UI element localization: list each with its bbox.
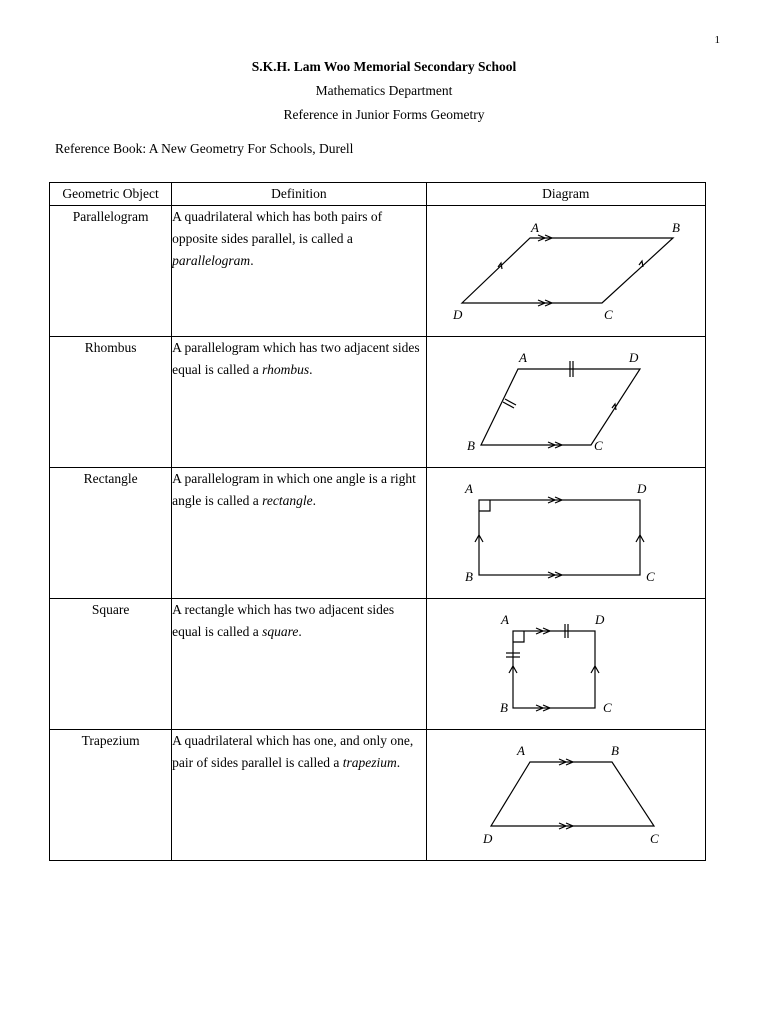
definition-text: A parallelogram which has two adjacent sides equal is called a	[172, 340, 420, 377]
object-name: Trapezium	[50, 730, 172, 861]
definition-end: .	[250, 253, 254, 268]
vertex-label: B	[671, 220, 680, 235]
school-name: S.K.H. Lam Woo Memorial Secondary School	[251, 59, 517, 74]
column-header-object: Geometric Object	[50, 183, 172, 206]
vertex-label: D	[636, 481, 646, 496]
definition-end: .	[312, 493, 316, 508]
vertex-label: C	[645, 569, 655, 584]
definition-text: A quadrilateral which has one, and only one, pair of sides parallel is called a	[172, 733, 414, 770]
diagram-cell	[426, 206, 705, 337]
vertex-label: A	[500, 612, 509, 627]
vertex-label: C	[649, 831, 659, 846]
vertex-label: B	[499, 700, 508, 715]
object-name: Rectangle	[50, 468, 172, 599]
page-number: 1	[714, 34, 720, 46]
definition	[172, 337, 426, 468]
vertex-label: C	[603, 307, 613, 322]
table-header-row	[50, 183, 706, 206]
rhombus-diagram	[427, 337, 706, 468]
document-subtitle: Reference in Junior Forms Geometry	[283, 107, 485, 122]
definition-term: parallelogram	[172, 253, 251, 268]
square-diagram	[427, 599, 706, 730]
geometry-table	[49, 182, 706, 861]
definition	[172, 206, 426, 337]
definition	[172, 468, 426, 599]
vertex-label: A	[518, 350, 527, 365]
definition-text: A parallelogram in which one angle is a right angle is called a	[172, 471, 416, 508]
definition-end: .	[396, 755, 401, 770]
definition-term: trapezium	[342, 755, 397, 770]
vertex-label: A	[464, 481, 473, 496]
vertex-label: C	[593, 438, 603, 453]
table-row	[50, 337, 706, 468]
rectangle-diagram	[427, 468, 706, 599]
table-row	[50, 206, 706, 337]
definition	[172, 730, 426, 861]
vertex-label: B	[610, 743, 619, 758]
object-name: Rhombus	[50, 337, 172, 468]
definition-term: rhombus	[262, 362, 310, 377]
vertex-label: B	[466, 438, 475, 453]
vertex-label: B	[464, 569, 473, 584]
parallelogram-diagram	[427, 206, 706, 337]
vertex-label: D	[482, 831, 492, 846]
department-name: Mathematics Department	[315, 83, 453, 98]
diagram-cell	[426, 468, 705, 599]
table-row	[50, 468, 706, 599]
vertex-label: A	[516, 743, 525, 758]
definition-end: .	[298, 624, 302, 639]
reference-book: Reference Book: A New Geometry For Schools, Durell	[55, 141, 354, 156]
vertex-label: A	[530, 220, 539, 235]
document-header	[0, 55, 768, 127]
definition-text: A quadrilateral which has both pairs of opposite sides parallel, is called a	[172, 209, 383, 246]
trapezium-diagram	[427, 730, 706, 861]
diagram-cell	[426, 337, 705, 468]
table-row	[50, 599, 706, 730]
vertex-label: D	[594, 612, 604, 627]
definition-term: square	[262, 624, 299, 639]
vertex-label: D	[452, 307, 462, 322]
table-row	[50, 730, 706, 861]
vertex-label: C	[602, 700, 612, 715]
object-name: Parallelogram	[50, 206, 172, 337]
definition-text: A rectangle which has two adjacent sides equal is called a	[172, 602, 395, 639]
definition	[172, 599, 426, 730]
diagram-cell	[426, 730, 705, 861]
diagram-cell	[426, 599, 705, 730]
column-header-definition: Definition	[172, 183, 426, 206]
vertex-label: D	[628, 350, 638, 365]
definition-end: .	[309, 362, 313, 377]
definition-term: rectangle	[262, 493, 313, 508]
object-name: Square	[50, 599, 172, 730]
column-header-diagram: Diagram	[426, 183, 705, 206]
